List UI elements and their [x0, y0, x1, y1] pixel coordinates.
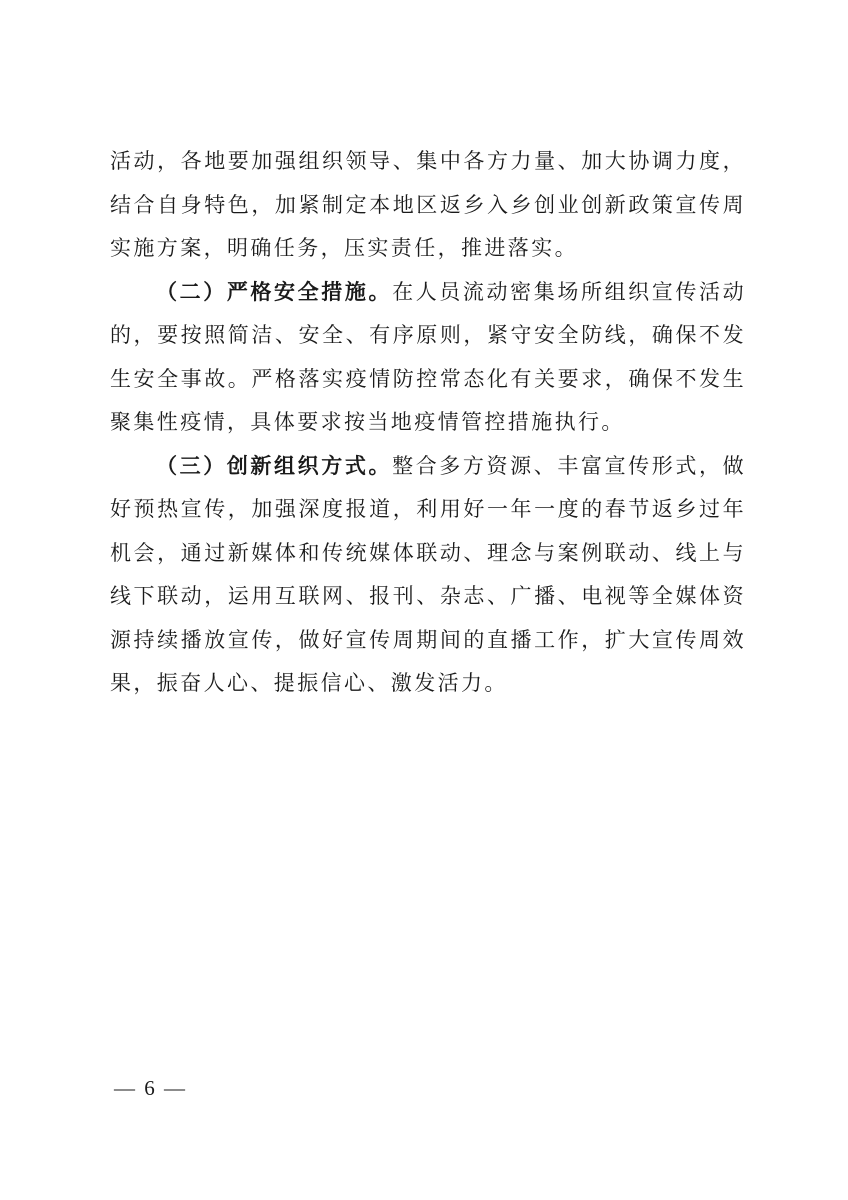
paragraph-organization-methods — [110, 445, 746, 706]
paragraph-safety-measures — [110, 271, 746, 445]
section-heading-organization: （三）创新组织方式。 — [156, 453, 393, 478]
paragraph-text: 活动，各地要加强组织领导、集中各方力量、加大协调力度，结合自身特色，加紧制定本地区返乡入乡创业创新政策宣传周实施方案，明确任务，压实责任，推进落实。 — [110, 149, 746, 260]
paragraph-text: 在人员流动密集场所组织宣传活动的，要按照简洁、安全、有序原则，紧守安全防线，确保不发生安全事故。严格落实疫情防控常态化有关要求，确保不发生聚集性疫情，具体要求按当地疫情管控措施执行。 — [110, 279, 747, 434]
paragraph-text: 整合多方资源、丰富宣传形式，做好预热宣传，加强深度报道，利用好一年一度的春节返乡过年机会，通过新媒体和传统媒体联动、理念与案例联动、线上与线下联动，运用互联网、报刊、杂志、广播、电视等全媒体资源持续播放宣传，做好宣传周期间的直播工作，扩大宣传周效果，振奋人心、提振信心、激发活力。 — [110, 453, 747, 695]
page-number: — 6 — — [114, 1076, 187, 1100]
body-text — [110, 140, 746, 706]
paragraph-continuation — [110, 140, 746, 271]
section-heading-safety: （二）严格安全措施。 — [156, 279, 393, 304]
